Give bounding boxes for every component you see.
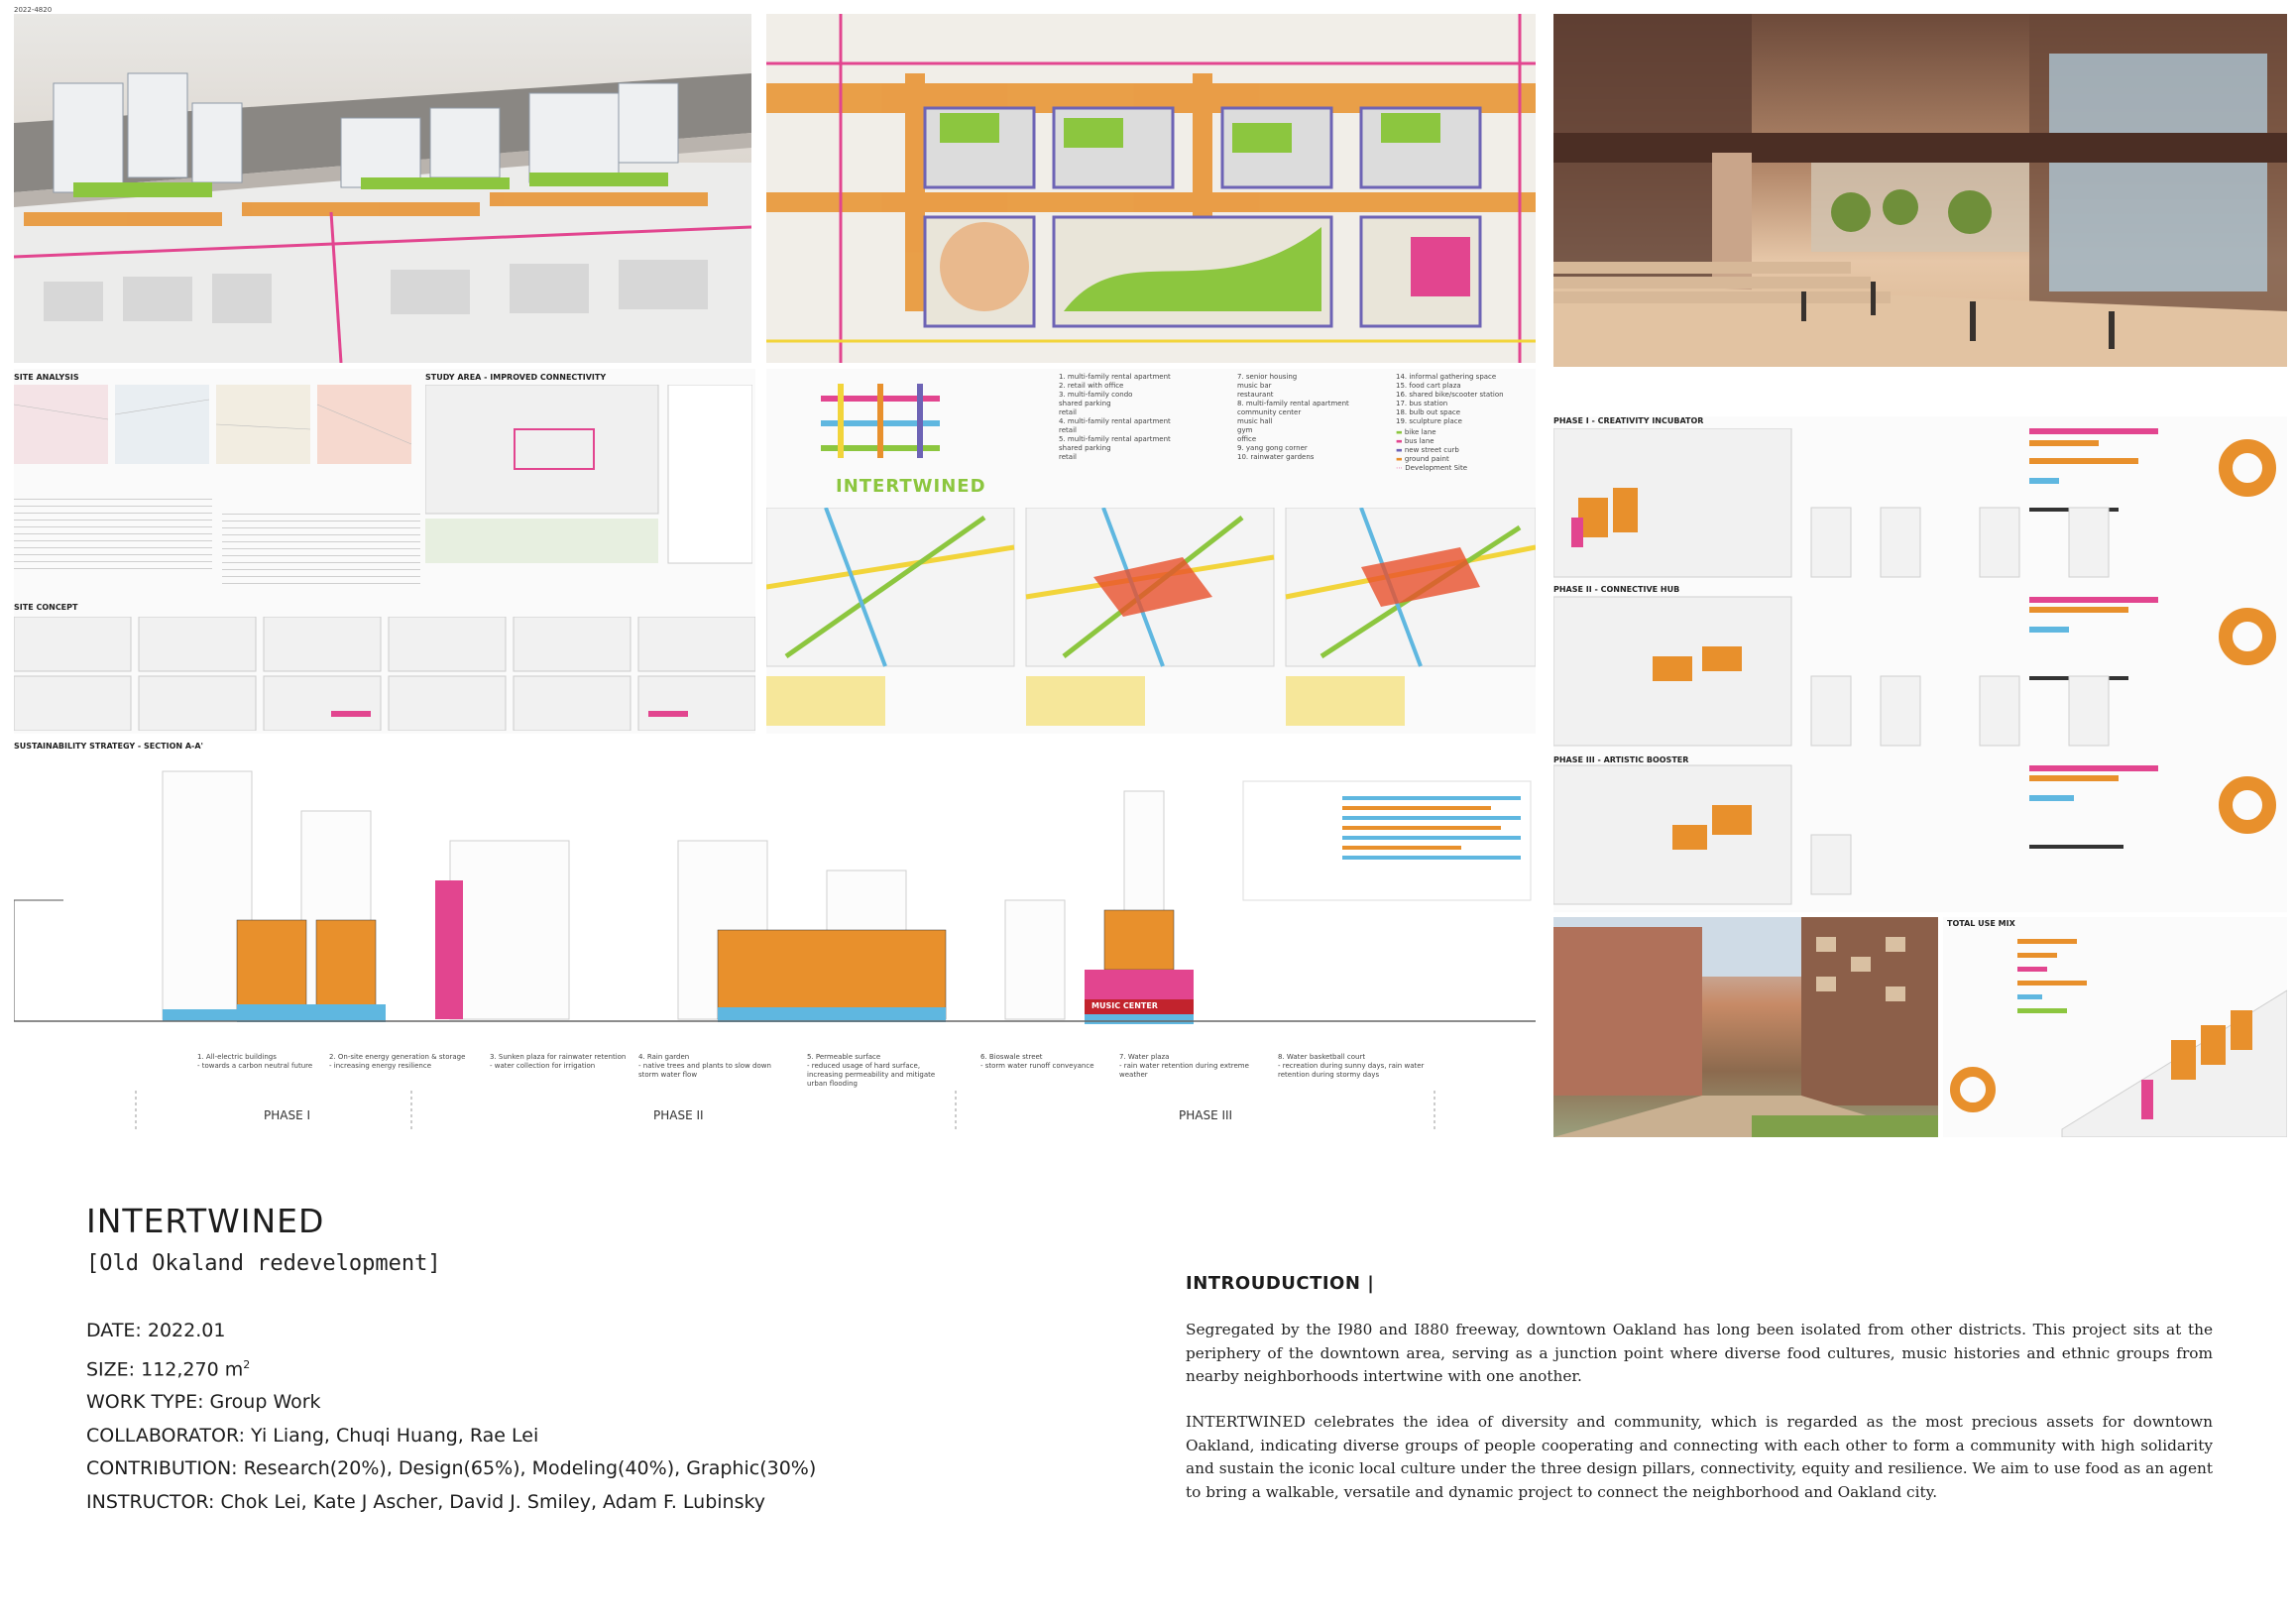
intro-paragraph-1: Segregated by the I980 and I880 freeway, downtown Oakland has long been isolated from other districts. This project sits at the periphery of the downtown area, serving as a junction point where diverse food cultures, music histories and ethnic groups from nearby neighborhoods intertwine with one another. <box>1186 1321 2213 1385</box>
plaza-illustration <box>1553 14 2287 367</box>
meta-size: SIZE: 112,270 $m^2$ <box>86 1357 251 1380</box>
intro-paragraph-2: INTERTWINED celebrates the idea of diversity and community, which is regarded as the most precious assets for downtown Oakland, indicating diverse groups of people cooperating and connecting with each other to form a community with high solidarity and sustain the iconic local culture under the three design pillars, connectivity, equity and resilience. We aim to use food as an agent to bring a walkable, versatile and dynamic project to connect the neighborhood and Oakland city. <box>1186 1413 2213 1501</box>
axonometric-diagrams <box>766 508 1536 734</box>
phase-1-heading: PHASE I - CREATIVITY INCUBATOR <box>1553 416 1704 425</box>
section-panel <box>14 742 1536 1138</box>
section-note-5: 5. Permeable surface - reduced usage of hard surface, increasing permeability and mitigate urban flooding <box>807 1053 936 1088</box>
perspective-render <box>1553 14 2287 367</box>
logo-wordmark: INTERTWINED <box>836 476 986 497</box>
aerial-illustration <box>14 14 751 363</box>
section-note-8: 8. Water basketball court - recreation during sunny days, rain water retention during stormy days <box>1278 1053 1425 1079</box>
page-title: INTERTWINED <box>86 1202 325 1240</box>
phase-ii-label: PHASE II <box>653 1108 704 1122</box>
site-concept-diagrams <box>14 617 755 731</box>
site-plan <box>766 14 1536 363</box>
phasing-panel <box>1553 416 2287 912</box>
section-note-4: 4. Rain garden - native trees and plants to slow down storm water flow <box>638 1053 771 1079</box>
music-center-label: MUSIC CENTER <box>1091 1001 1158 1010</box>
intertwined-logo-mark <box>811 379 950 458</box>
meta-collaborator: COLLABORATOR: Yi Liang, Chuqi Huang, Rae Lei <box>86 1424 539 1447</box>
site-plan-drawing <box>766 14 1536 363</box>
phase-divider-lines <box>14 1091 1536 1130</box>
analysis-text-col1 <box>14 493 212 572</box>
plan-legend-col1: 1. multi-family rental apartment 2. retail with office 3. multi-family condo shared parking retail 4. multi-family rental apartment retail 5. multi-family rental apartment shared parking retail <box>1059 373 1171 461</box>
phase-iii-label: PHASE III <box>1179 1108 1233 1122</box>
meta-contribution: CONTRIBUTION: Research(20%), Design(65%), Modeling(40%), Graphic(30%) <box>86 1457 817 1480</box>
section-note-2: 2. On-site energy generation & storage - increasing energy resilience <box>329 1053 466 1070</box>
meta-work-type: WORK TYPE: Group Work <box>86 1391 321 1414</box>
plan-legend-col2: 7. senior housing music bar restaurant 8. multi-family rental apartment community center music hall gym office 9. yang gong corner 10. rainwater gardens <box>1237 373 1349 461</box>
page-subtitle: [Old Okaland redevelopment] <box>86 1251 441 1276</box>
plan-legend-col3: 14. informal gathering space 15. food cart plaza 16. shared bike/scooter station 17. bus station 18. bulb out space 19. sculpture place ▬ bike lane ▬ bus lane ▬ new street curb ▬ ground paint ⋯ Development Site <box>1396 373 1504 472</box>
project-code: 2022-4820 <box>14 6 53 14</box>
analysis-text-col2 <box>222 508 420 587</box>
section-note-6: 6. Bioswale street - storm water runoff conveyance <box>980 1053 1094 1070</box>
total-use-mix-panel <box>1943 917 2287 1137</box>
meta-date: DATE: 2022.01 <box>86 1320 226 1341</box>
section-note-3: 3. Sunken plaza for rainwater retention - water collection for irrigation <box>490 1053 627 1070</box>
site-analysis-maps <box>14 385 420 484</box>
concept-panel <box>766 369 1536 734</box>
section-note-1: 1. All-electric buildings - towards a carbon neutral future <box>197 1053 313 1070</box>
intro-heading: INTROUDUCTION | <box>1186 1273 1375 1294</box>
total-use-mix-heading: TOTAL USE MIX <box>1947 919 2015 928</box>
sustainability-label: SUSTAINABILITY STRATEGY - SECTION A-A' <box>14 742 204 751</box>
phasing-diagrams <box>1553 428 2287 912</box>
study-area-map <box>425 385 752 583</box>
phase-2-heading: PHASE II - CONNECTIVE HUB <box>1553 585 1680 594</box>
meta-instructor: INSTRUCTOR: Chok Lei, Kate J Ascher, David J. Smiley, Adam F. Lubinsky <box>86 1490 766 1513</box>
total-use-mix-chart <box>1943 931 2287 1137</box>
analysis-panel <box>14 369 755 734</box>
site-analysis-label: SITE ANALYSIS <box>14 373 79 382</box>
phase-3-heading: PHASE III - ARTISTIC BOOSTER <box>1553 755 1689 764</box>
street-render <box>1553 917 1938 1137</box>
study-area-label: STUDY AREA - IMPROVED CONNECTIVITY <box>425 373 607 382</box>
street-illustration <box>1553 917 1938 1137</box>
section-drawing <box>14 752 1536 1049</box>
site-concept-label: SITE CONCEPT <box>14 603 78 612</box>
project-meta <box>86 1315 816 1519</box>
aerial-render <box>14 14 751 363</box>
section-note-7: 7. Water plaza - rain water retention during extreme weather <box>1119 1053 1249 1079</box>
phase-i-label: PHASE I <box>264 1108 311 1122</box>
